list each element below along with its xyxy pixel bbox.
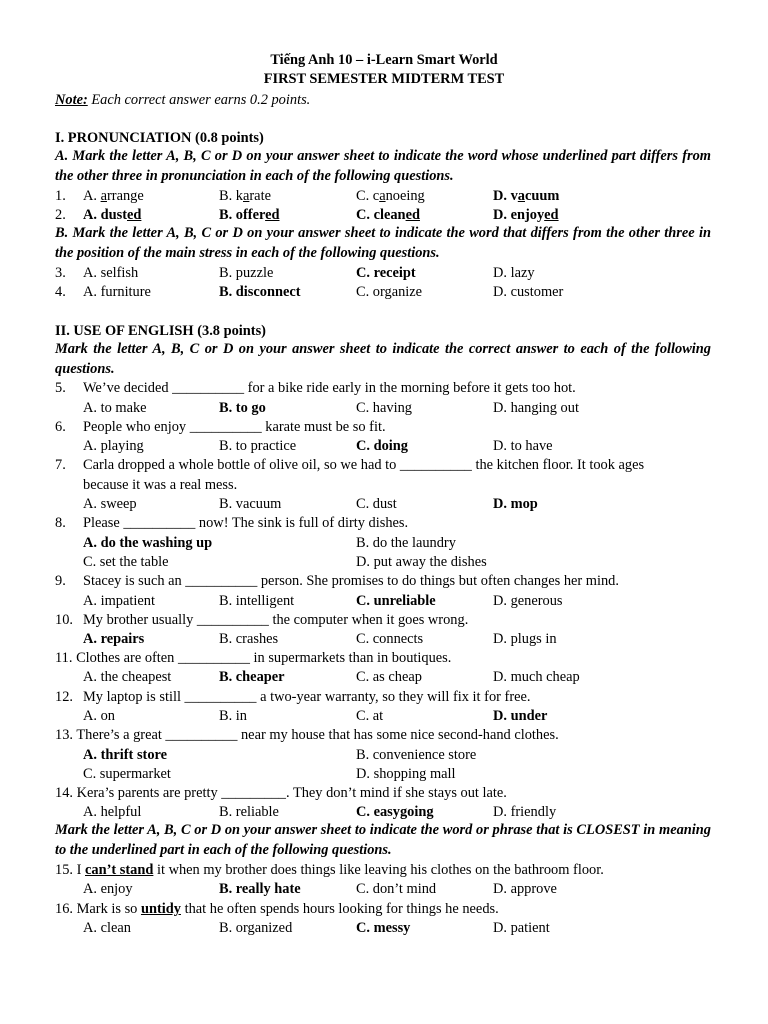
option-c[interactable]: C. dust bbox=[356, 496, 397, 512]
option-b-answer[interactable]: B. really hate bbox=[219, 881, 301, 897]
option-a[interactable]: A. dusted bbox=[83, 207, 142, 223]
option-a[interactable]: A. on bbox=[83, 708, 115, 724]
option-d-answer[interactable]: D. vacuum bbox=[493, 188, 560, 204]
question-stem: We’ve decided __________ for a bike ride early in the morning before it gets too hot. bbox=[83, 380, 576, 396]
option-b-answer[interactable]: B. disconnect bbox=[219, 284, 301, 300]
question-stem: My laptop is still __________ a two-year warranty, so they will fix it for free. bbox=[83, 689, 531, 705]
option-d[interactable]: D. patient bbox=[493, 920, 550, 936]
option-d-answer[interactable]: D. under bbox=[493, 708, 548, 724]
question-number: 1. bbox=[55, 188, 66, 204]
instruction-closest-meaning: Mark the letter A, B, C or D on your answer sheet to indicate the word or phrase that is CLOSEST in meaning to the underlined part in each of the following questions. bbox=[55, 822, 711, 858]
option-a[interactable]: A. clean bbox=[83, 920, 131, 936]
question-stem: People who enjoy __________ karate must be so fit. bbox=[83, 419, 386, 435]
option-a-answer[interactable]: A. repairs bbox=[83, 631, 145, 647]
note-text: Each correct answer earns 0.2 points. bbox=[87, 92, 311, 108]
question-stem-continued: because it was a real mess. bbox=[83, 477, 238, 493]
question-number: 5. bbox=[55, 380, 66, 396]
section-pronunciation-heading: I. PRONUNCIATION (0.8 points) bbox=[55, 130, 264, 146]
option-a[interactable]: A. enjoy bbox=[83, 881, 133, 897]
question-number: 8. bbox=[55, 515, 66, 531]
option-a[interactable]: A. helpful bbox=[83, 804, 142, 820]
option-d[interactable]: D. generous bbox=[493, 593, 563, 609]
option-a-answer[interactable]: A. do the washing up bbox=[83, 535, 213, 551]
question-stem: Carla dropped a whole bottle of olive oil, so we had to __________ the kitchen floor. It took ages bbox=[83, 457, 645, 473]
question-stem: 14. Kera’s parents are pretty _________. They don’t mind if she stays out late. bbox=[55, 785, 507, 801]
option-c[interactable]: C. having bbox=[356, 400, 412, 416]
option-b[interactable]: B. organized bbox=[219, 920, 293, 936]
option-d[interactable]: D. enjoyed bbox=[493, 207, 559, 223]
question-number: 2. bbox=[55, 207, 66, 223]
question-number: 9. bbox=[55, 573, 66, 589]
option-b[interactable]: B. to practice bbox=[219, 438, 297, 454]
option-c[interactable]: C. at bbox=[356, 708, 384, 724]
question-stem: 13. There’s a great __________ near my house that has some nice second-hand clothes. bbox=[55, 727, 559, 743]
option-d[interactable]: D. to have bbox=[493, 438, 553, 454]
option-d[interactable]: D. shopping mall bbox=[356, 766, 456, 782]
question-stem: Please __________ now! The sink is full of dirty dishes. bbox=[83, 515, 409, 531]
question-stem: 16. Mark is so untidy that he often spends hours looking for things he needs. bbox=[55, 901, 499, 917]
instruction-pronunciation: A. Mark the letter A, B, C or D on your answer sheet to indicate the word whose underlined part differs from the other three in pronunciation in each of the following questions. bbox=[55, 148, 711, 184]
option-d[interactable]: D. much cheap bbox=[493, 669, 580, 685]
option-c[interactable]: C. don’t mind bbox=[356, 881, 437, 897]
underlined-phrase: can’t stand bbox=[85, 862, 154, 878]
option-c-answer[interactable]: C. doing bbox=[356, 438, 408, 454]
note-label: Note: bbox=[55, 92, 88, 108]
option-c[interactable]: C. supermarket bbox=[83, 766, 171, 782]
option-c[interactable]: C. cleaned bbox=[356, 207, 420, 223]
option-b[interactable]: B. crashes bbox=[219, 631, 279, 647]
option-b[interactable]: B. reliable bbox=[219, 804, 279, 820]
option-d-answer[interactable]: D. mop bbox=[493, 496, 538, 512]
option-d[interactable]: D. lazy bbox=[493, 265, 535, 281]
option-a-answer[interactable]: A. thrift store bbox=[83, 747, 168, 763]
option-c[interactable]: C. canoeing bbox=[356, 188, 425, 204]
option-d[interactable]: D. hanging out bbox=[493, 400, 579, 416]
option-c[interactable]: C. as cheap bbox=[356, 669, 422, 685]
option-c-answer[interactable]: C. receipt bbox=[356, 265, 416, 281]
question-number: 4. bbox=[55, 284, 66, 300]
question-number: 6. bbox=[55, 419, 66, 435]
question-stem: 15. I can’t stand it when my brother does things like leaving his clothes on the bathroom floor. bbox=[55, 862, 604, 878]
option-d[interactable]: D. put away the dishes bbox=[356, 554, 487, 570]
option-c[interactable]: C. organize bbox=[356, 284, 423, 300]
option-a[interactable]: A. furniture bbox=[83, 284, 151, 300]
option-b[interactable]: B. intelligent bbox=[219, 593, 295, 609]
option-c-answer[interactable]: C. messy bbox=[356, 920, 411, 936]
option-c-answer[interactable]: C. easygoing bbox=[356, 804, 434, 820]
option-d[interactable]: D. friendly bbox=[493, 804, 557, 820]
document-title: Tiếng Anh 10 – i-Learn Smart World bbox=[270, 52, 498, 68]
option-a[interactable]: A. arrange bbox=[83, 188, 144, 204]
question-number: 12. bbox=[55, 689, 73, 705]
question-stem: Stacey is such an __________ person. She promises to do things but often changes her mind. bbox=[83, 573, 619, 589]
option-b[interactable]: B. puzzle bbox=[219, 265, 274, 281]
option-b[interactable]: B. karate bbox=[219, 188, 271, 204]
test-title: FIRST SEMESTER MIDTERM TEST bbox=[263, 71, 505, 87]
question-number: 10. bbox=[55, 612, 73, 628]
underlined-word: untidy bbox=[140, 901, 181, 917]
option-c-answer[interactable]: C. unreliable bbox=[356, 593, 436, 609]
option-a[interactable]: A. sweep bbox=[83, 496, 137, 512]
question-number: 3. bbox=[55, 265, 66, 281]
option-b[interactable]: B. convenience store bbox=[356, 747, 477, 763]
option-b-answer[interactable]: B. cheaper bbox=[219, 669, 285, 685]
option-a[interactable]: A. playing bbox=[83, 438, 144, 454]
option-b[interactable]: B. offered bbox=[219, 207, 280, 223]
option-a[interactable]: A. impatient bbox=[83, 593, 155, 609]
section-use-of-english-heading: II. USE OF ENGLISH (3.8 points) bbox=[55, 323, 266, 339]
option-b-answer[interactable]: B. to go bbox=[219, 400, 266, 416]
instruction-stress: B. Mark the letter A, B, C or D on your answer sheet to indicate the word that differs from the other three in the position of the main stress in each of the following questions. bbox=[55, 225, 711, 261]
option-c[interactable]: C. connects bbox=[356, 631, 424, 647]
option-a[interactable]: A. selfish bbox=[83, 265, 139, 281]
instruction-correct-answer: Mark the letter A, B, C or D on your answer sheet to indicate the correct answer to each of the following questions. bbox=[55, 341, 711, 377]
option-d[interactable]: D. plugs in bbox=[493, 631, 557, 647]
option-a[interactable]: A. the cheapest bbox=[83, 669, 172, 685]
option-d[interactable]: D. customer bbox=[493, 284, 564, 300]
option-b[interactable]: B. do the laundry bbox=[356, 535, 456, 551]
option-c[interactable]: C. set the table bbox=[83, 554, 169, 570]
option-d[interactable]: D. approve bbox=[493, 881, 557, 897]
option-b[interactable]: B. vacuum bbox=[219, 496, 282, 512]
option-a[interactable]: A. to make bbox=[83, 400, 147, 416]
option-b[interactable]: B. in bbox=[219, 708, 247, 724]
scoring-note bbox=[55, 90, 310, 110]
question-stem: 11. Clothes are often __________ in supermarkets than in boutiques. bbox=[55, 650, 452, 666]
question-stem: My brother usually __________ the computer when it goes wrong. bbox=[83, 612, 469, 628]
question-number: 7. bbox=[55, 457, 66, 473]
